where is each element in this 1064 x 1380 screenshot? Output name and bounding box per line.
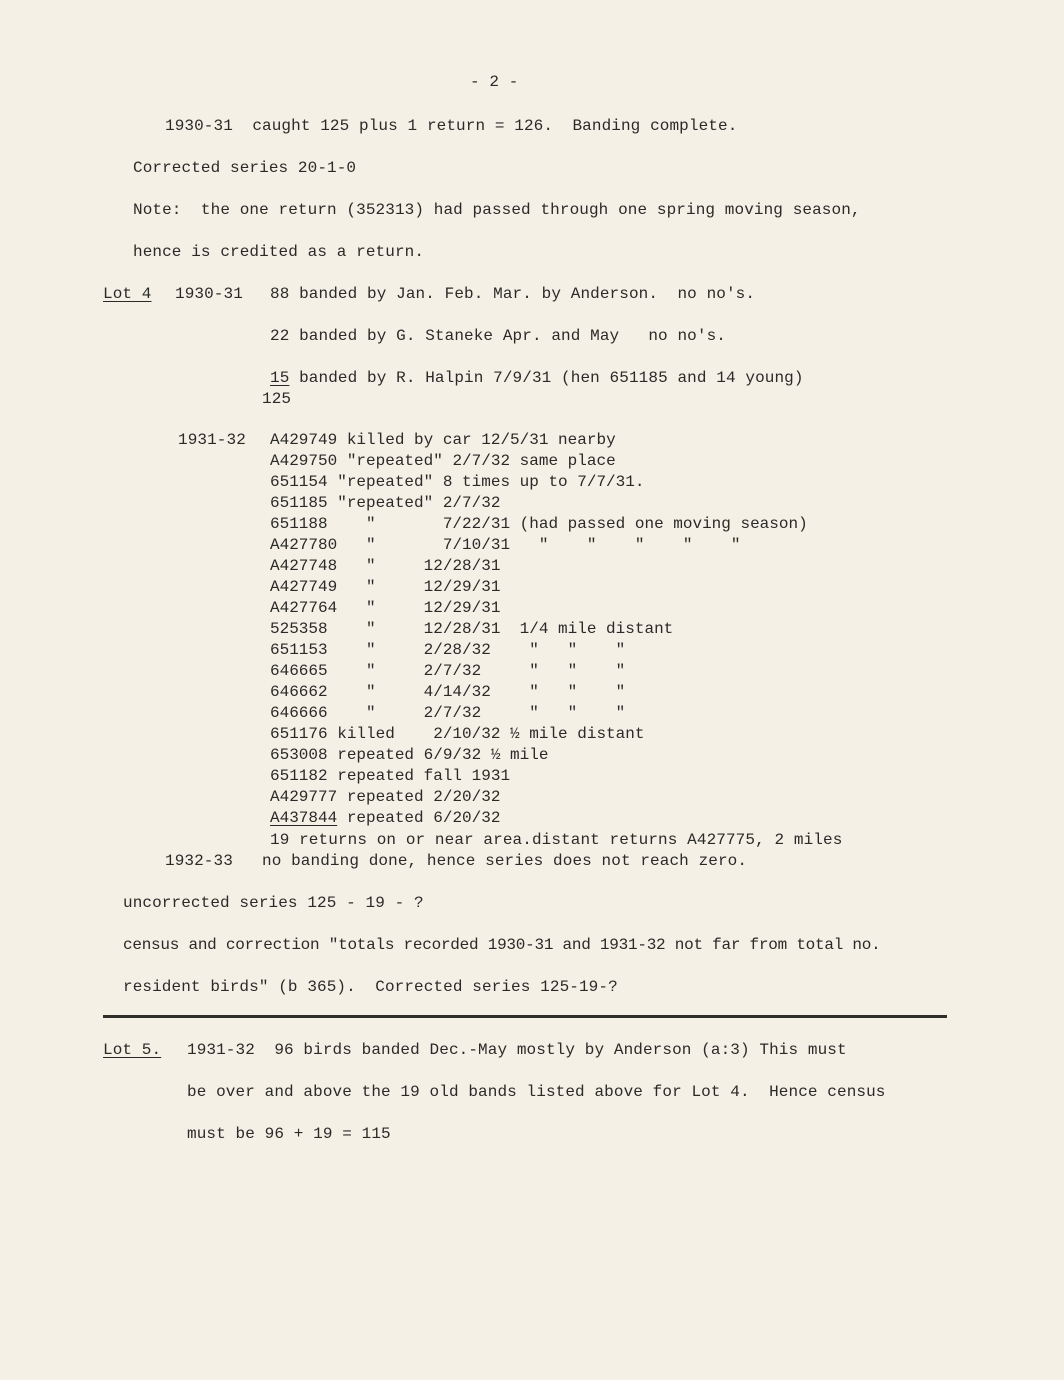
return-note: " 12/28/31 1/4 mile distant (327, 620, 674, 638)
return-record (270, 535, 740, 555)
intro-line-1: 1930-31 caught 125 plus 1 return = 126. Banding complete. (165, 117, 738, 135)
return-note: " 2/7/32 " " " (327, 662, 626, 680)
lot4-total: 125 (262, 390, 292, 408)
band-number: 651153 (270, 641, 328, 659)
return-note: repeated 2/20/32 (337, 788, 501, 806)
return-record (270, 556, 500, 576)
return-note: killed by car 12/5/31 nearby (337, 431, 616, 449)
band-number: 651185 (270, 494, 328, 512)
lot5-line-1: 1931-32 96 birds banded Dec.-May mostly by Anderson (a:3) This must (187, 1041, 847, 1059)
lot4-label: Lot 4 (103, 285, 152, 303)
return-record (270, 787, 500, 807)
band-number: A429749 (270, 431, 338, 449)
return-note: killed 2/10/32 ½ mile distant (327, 725, 645, 743)
year-1932-33: 1932-33 (165, 852, 233, 870)
return-record (270, 472, 644, 492)
band-number: 651188 (270, 515, 328, 533)
returns-year: 1931-32 (178, 431, 246, 449)
band-number: 651154 (270, 473, 328, 491)
return-record (270, 577, 500, 597)
band-number: 651176 (270, 725, 328, 743)
return-note: " 7/10/31 " " " " " (337, 536, 741, 554)
band-number: 646662 (270, 683, 328, 701)
census-line-1: census and correction "totals recorded 1930-31 and 1931-32 not far from total no. (123, 936, 881, 954)
return-record (270, 766, 510, 786)
page-number: - 2 - (470, 73, 519, 91)
band-number: 651182 (270, 767, 328, 785)
year-1932-33-text: no banding done, hence series does not reach zero. (262, 852, 748, 870)
lot4-line-2: 22 banded by G. Staneke Apr. and May no no's. (270, 327, 726, 345)
return-note: " 2/7/32 " " " (327, 704, 626, 722)
lot4-count-15: 15 (270, 369, 290, 387)
return-note: "repeated" 2/7/32 same place (337, 452, 616, 470)
uncorrected-series: uncorrected series 125 - 19 - ? (123, 894, 424, 912)
lot4-line-3-text: banded by R. Halpin 7/9/31 (hen 651185 and 14 young) (289, 369, 804, 387)
return-note: " 7/22/31 (had passed one moving season) (327, 515, 808, 533)
band-number: 653008 (270, 746, 328, 764)
return-record (270, 493, 500, 513)
return-record (270, 682, 625, 702)
census-line-2: resident birds" (b 365). Corrected series 125-19-? (123, 978, 618, 996)
band-number: 646666 (270, 704, 328, 722)
returns-summary: 19 returns on or near area.distant returns A427775, 2 miles (270, 831, 843, 849)
return-record (270, 661, 625, 681)
return-record (270, 598, 500, 618)
return-record (270, 640, 625, 660)
return-note: repeated 6/9/32 ½ mile (327, 746, 549, 764)
intro-line-3: Note: the one return (352313) had passed through one spring moving season, (133, 201, 861, 219)
band-number: A427749 (270, 578, 338, 596)
intro-line-4: hence is credited as a return. (133, 243, 425, 261)
return-note: " 12/28/31 (337, 557, 501, 575)
return-note: "repeated" 8 times up to 7/7/31. (327, 473, 645, 491)
return-record (270, 619, 673, 639)
divider-rule (103, 1015, 947, 1018)
return-record (270, 451, 616, 471)
band-number: A437844 (270, 809, 338, 827)
band-number: A427780 (270, 536, 338, 554)
return-record (270, 724, 644, 744)
lot4-year: 1930-31 (175, 285, 243, 303)
return-note: " 12/29/31 (337, 599, 501, 617)
band-number: A429777 (270, 788, 338, 806)
return-note: repeated 6/20/32 (337, 809, 501, 827)
return-note: " 4/14/32 " " " (327, 683, 626, 701)
lot5-label: Lot 5. (103, 1041, 162, 1059)
band-number: A427764 (270, 599, 338, 617)
return-record (270, 514, 808, 534)
band-number: 525358 (270, 620, 328, 638)
return-note: repeated fall 1931 (327, 767, 511, 785)
return-record (270, 703, 625, 723)
intro-line-2: Corrected series 20-1-0 (133, 159, 357, 177)
return-record (270, 430, 616, 450)
band-number: A427748 (270, 557, 338, 575)
return-record (270, 808, 500, 828)
lot5-line-3: must be 96 + 19 = 115 (187, 1125, 391, 1143)
return-note: "repeated" 2/7/32 (327, 494, 501, 512)
return-note: " 12/29/31 (337, 578, 501, 596)
band-number: 646665 (270, 662, 328, 680)
return-note: " 2/28/32 " " " (327, 641, 626, 659)
lot4-line-1: 88 banded by Jan. Feb. Mar. by Anderson. no no's. (270, 285, 756, 303)
lot4-line-3 (270, 368, 804, 388)
band-number: A429750 (270, 452, 338, 470)
return-record (270, 745, 548, 765)
lot5-line-2: be over and above the 19 old bands listed above for Lot 4. Hence census (187, 1083, 886, 1101)
